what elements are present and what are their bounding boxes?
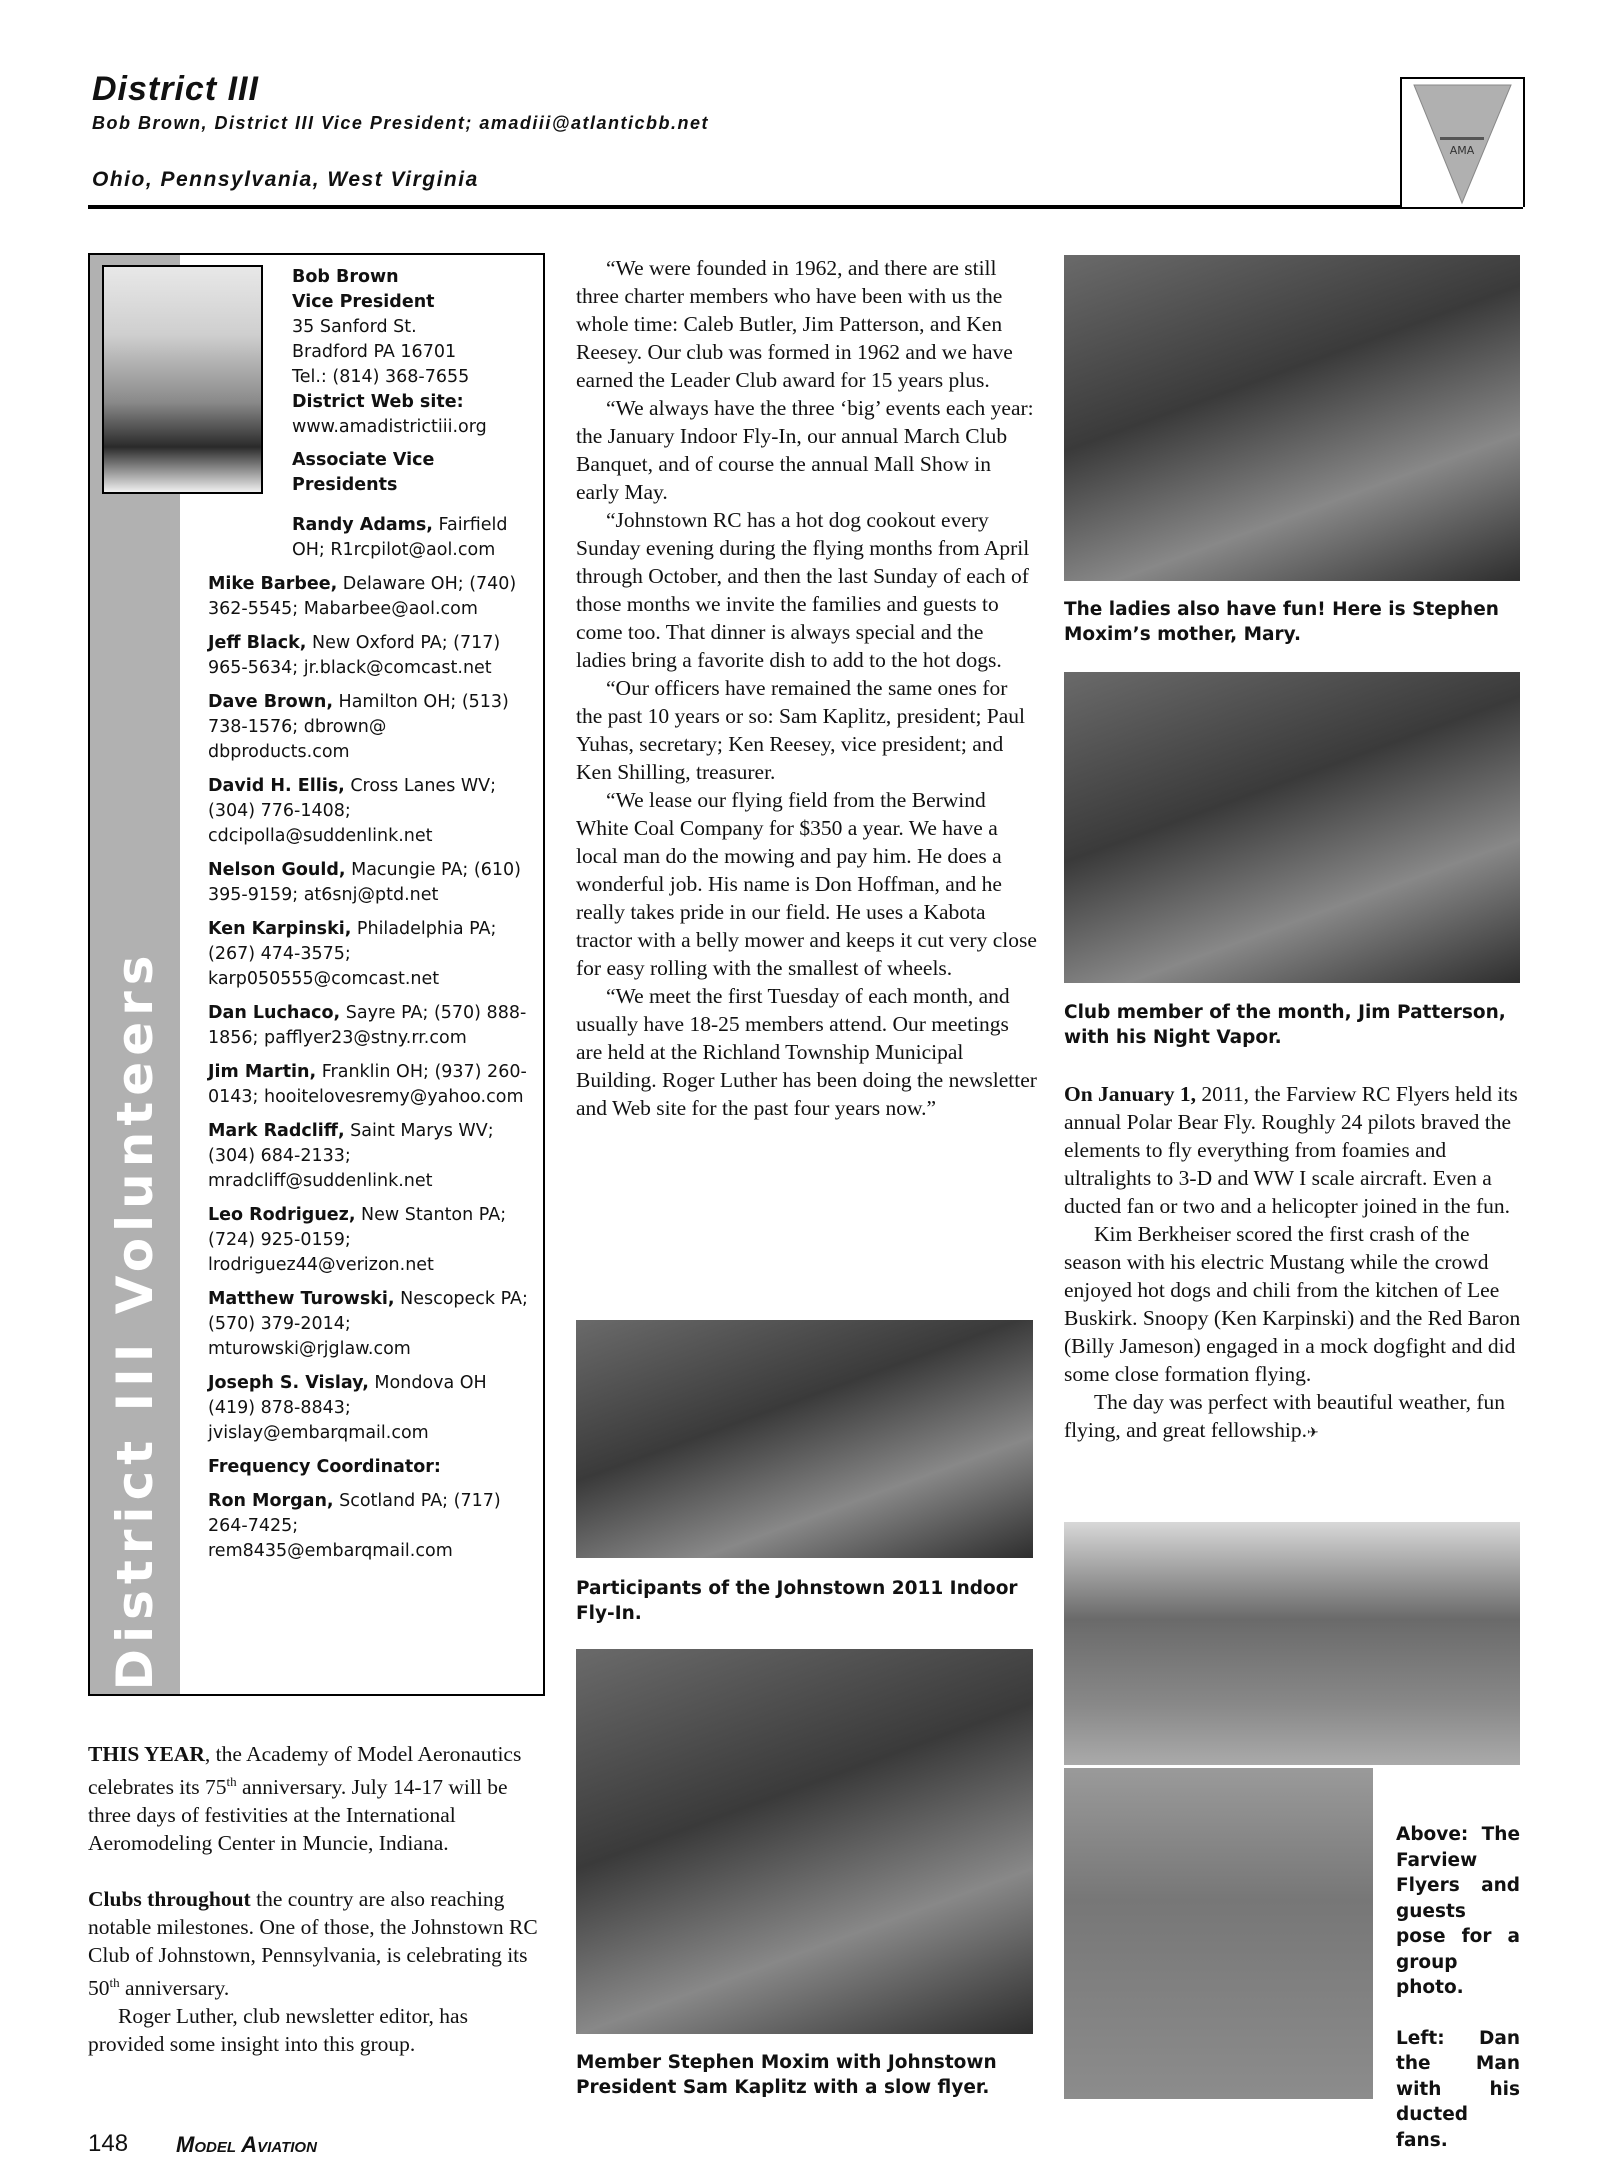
text: Kim Berkheiser scored the first crash of the season with his electric Mustang while the crowd enjoyed hot dogs and chili from the kitchen of Lee Buskirk. Snoopy (Ken Karpinski) and the Red Baron (Billy Jameson) engaged in a mock dogfight and did some close formation flying.	[1064, 1222, 1521, 1386]
volunteer-entry	[208, 1060, 528, 1110]
vp-contact	[292, 265, 532, 498]
sidebar-vertical-title: District III Volunteers	[106, 949, 164, 1691]
volunteer-entry	[208, 1371, 528, 1446]
vp-portrait-photo	[102, 265, 263, 494]
volunteer-details: Delaware OH; (740) 362-5545; Mabarbee@aol.com	[208, 574, 517, 619]
text: , the Academy of Model Aeronautics celebrates its 75	[88, 1742, 522, 1800]
volunteer-details: New Oxford PA; (717) 965-5634; jr.black@comcast.net	[208, 633, 501, 678]
article-paragraph: “We were founded in 1962, and there are still three charter members who have been with us the whole time: Caleb Butler, Jim Patterson, and Ken Reesey. Our club was formed in 1962 and we have earned the Leader Club award for 15 years plus.	[576, 256, 1013, 392]
volunteer-name: Dave Brown,	[208, 692, 333, 712]
volunteer-details: Nescopeck PA; (570) 379-2014; mturowski@rjglaw.com	[208, 1289, 528, 1359]
jim-patterson-photo	[1064, 672, 1520, 983]
moxim-kaplitz-photo	[576, 1649, 1033, 2034]
volunteer-details: Saint Marys WV; (304) 684-2133; mradcliff@suddenlink.net	[208, 1121, 494, 1191]
lead-in: Clubs throughout	[88, 1887, 251, 1912]
article-paragraph: “We lease our flying field from the Berwind White Coal Company for $350 a year. We have a local man do the mowing and pay him. He does a wonderful job. His name is Don Hoffman, and he really takes pride in our field. He uses a Kabota tractor with a belly mower and keeps it cut very close for easy rolling with the smallest of wheels.	[576, 788, 1037, 980]
header-rule	[88, 205, 1523, 209]
lead-in: THIS YEAR	[88, 1742, 205, 1766]
volunteer-name: Ron Morgan,	[208, 1491, 334, 1511]
text: anniversary.	[119, 1976, 230, 2001]
volunteer-details: Philadelphia PA; (267) 474-3575; karp050555@comcast.net	[208, 919, 497, 989]
text: The day was perfect with beautiful weather, fun flying, and great fellowship.	[1064, 1390, 1506, 1442]
volunteer-details: Cross Lanes WV; (304) 776-1408; cdcipolla@suddenlink.net	[208, 776, 497, 846]
volunteer-details: Mondova OH (419) 878-8843; jvislay@embarqmail.com	[208, 1373, 487, 1443]
moxim-caption: Member Stephen Moxim with Johnstown President Sam Kaplitz with a slow flyer.	[576, 2052, 997, 2098]
article-paragraph: “Our officers have remained the same ones for the past 10 years or so: Sam Kaplitz, president; Paul Yuhas, secretary; Ken Reesey, vice president; and Ken Shilling, treasurer.	[576, 676, 1026, 784]
volunteer-details: Franklin OH; (937) 260-0143; hooitelovesremy@yahoo.com	[208, 1062, 527, 1107]
district-logo	[1400, 77, 1525, 207]
volunteer-name: Mike Barbee,	[208, 574, 338, 594]
text: Roger Luther, club newsletter editor, has provided some insight into this group.	[88, 2004, 468, 2057]
volunteer-entry	[208, 858, 528, 908]
fly-in-caption: Participants of the Johnstown 2011 Indoor Fly-In.	[576, 1578, 1018, 1624]
volunteer-entry	[208, 917, 528, 992]
volunteer-name: Randy Adams,	[292, 515, 433, 535]
volunteer-details: Scotland PA; (717) 264-7425; rem8435@embarqmail.com	[208, 1491, 501, 1561]
patterson-caption: Club member of the month, Jim Patterson, with his Night Vapor.	[1064, 1002, 1506, 1048]
superscript: th	[226, 1774, 237, 1789]
ladies-caption: The ladies also have fun! Here is Stephen Moxim’s mother, Mary.	[1064, 599, 1499, 645]
volunteer-name: Dan Luchaco,	[208, 1003, 341, 1023]
assoc-label: Associate Vice Presidents	[292, 450, 435, 495]
volunteer-entry	[208, 572, 528, 622]
page-subtitle: Bob Brown, District III Vice President; amadiii@atlanticbb.net	[92, 113, 709, 133]
vp-name: Bob Brown	[292, 267, 399, 287]
volunteer-details: Macungie PA; (610) 395-9159; at6snj@ptd.net	[208, 860, 521, 905]
volunteers-sidebar	[88, 253, 545, 1696]
volunteer-name: Joseph S. Vislay,	[208, 1373, 369, 1393]
web-label: District Web site:	[292, 392, 464, 412]
article-paragraph: “We meet the first Tuesday of each month, and usually have 18-25 members attend. Our meetings are held at the Richland Township Municipal Building. Roger Luther has been doing the newsletter and Web site for the past four years now.”	[576, 984, 1037, 1120]
farview-captions	[1396, 1822, 1520, 2153]
magazine-name: Model Aviation	[176, 2132, 317, 2157]
mary-moxim-photo	[1064, 255, 1520, 581]
johnstown-article	[576, 254, 1038, 1122]
volunteer-details: Hamilton OH; (513) 738-1576; dbrown@ dbproducts.com	[208, 692, 509, 762]
lead-in: On January 1,	[1064, 1082, 1197, 1106]
volunteer-list	[208, 513, 528, 1573]
volunteer-entry	[208, 1489, 528, 1564]
logo-lettering: AMA	[1449, 144, 1475, 157]
vp-title: Vice President	[292, 292, 435, 312]
volunteer-entry	[208, 1287, 528, 1362]
text: 2011, the Farview RC Flyers held its annual Polar Bear Fly. Roughly 24 pilots braved the elements to fly everything from foamies and ultralights to 3-D and WW I scale aircraft. Even a ducted fan or two and a helicopter joined in the fun.	[1064, 1082, 1518, 1218]
text: the country are also reaching notable milestones. One of those, the Johnstown RC Club of Johnstown, Pennsylvania, is celebrating its 50	[88, 1887, 538, 2001]
superscript: th	[109, 1975, 120, 1991]
vp-phone: Tel.: (814) 368-7655	[292, 367, 470, 387]
volunteer-name: Jim Martin,	[208, 1062, 317, 1082]
volunteer-entry	[208, 1203, 528, 1278]
volunteer-name: David H. Ellis,	[208, 776, 345, 796]
volunteer-name: Matthew Turowski,	[208, 1289, 395, 1309]
farview-group-photo	[1064, 1522, 1520, 1765]
volunteer-name: Jeff Black,	[208, 633, 307, 653]
dan-ducted-fans-photo	[1064, 1765, 1376, 2099]
intro-article	[88, 1740, 548, 2058]
page-title: District III	[92, 70, 259, 108]
text: anniversary. July 14-17 will be three days of festivities at the International Aeromodeling Center in Muncie, Indiana.	[88, 1775, 508, 1856]
vp-address2: Bradford PA 16701	[292, 342, 457, 362]
volunteer-entry	[208, 631, 528, 681]
volunteer-name: Nelson Gould,	[208, 860, 346, 880]
freq-label: Frequency Coordinator:	[208, 1457, 441, 1477]
ama-pennant-icon	[1402, 79, 1523, 207]
volunteer-entry	[208, 774, 528, 849]
volunteer-entry	[208, 1001, 528, 1051]
vp-address1: 35 Sanford St.	[292, 317, 417, 337]
volunteer-name: Mark Radcliff,	[208, 1121, 345, 1141]
ama-end-mark-icon: ✈	[1307, 1426, 1319, 1441]
farview-left-caption: Left: Dan the Man with his ducted fans.	[1396, 2027, 1520, 2151]
web-link[interactable]: www.amadistrictiii.org	[292, 417, 487, 437]
volunteer-details: Fairfield OH; R1rcpilot@aol.com	[292, 515, 508, 560]
page-number: 148	[88, 2130, 129, 2157]
volunteer-entry	[292, 513, 528, 563]
volunteer-entry	[208, 1119, 528, 1194]
volunteer-entry	[208, 690, 528, 765]
farview-above-caption: Above: The Farview Flyers and guests pose for a group photo.	[1396, 1824, 1520, 1998]
district-states: Ohio, Pennsylvania, West Virginia	[92, 168, 479, 191]
volunteer-details: Sayre PA; (570) 888-1856; pafflyer23@stny.rr.com	[208, 1003, 527, 1048]
volunteer-name: Leo Rodriguez,	[208, 1205, 356, 1225]
fly-in-group-photo	[576, 1320, 1033, 1558]
volunteer-name: Ken Karpinski,	[208, 919, 352, 939]
article-paragraph: “Johnstown RC has a hot dog cookout every Sunday evening during the flying months from April through October, and then the last Sunday of each of those months we invite the families and guests to come too. That dinner is always special and the ladies bring a favorite dish to add to the hot dogs.	[576, 508, 1030, 672]
volunteer-details: New Stanton PA; (724) 925-0159; lrodriguez44@verizon.net	[208, 1205, 507, 1275]
article-paragraph: “We always have the three ‘big’ events each year: the January Indoor Fly-In, our annual March Club Banquet, and of course the annual Mall Show in early May.	[576, 396, 1034, 504]
farview-article	[1064, 1080, 1524, 1448]
